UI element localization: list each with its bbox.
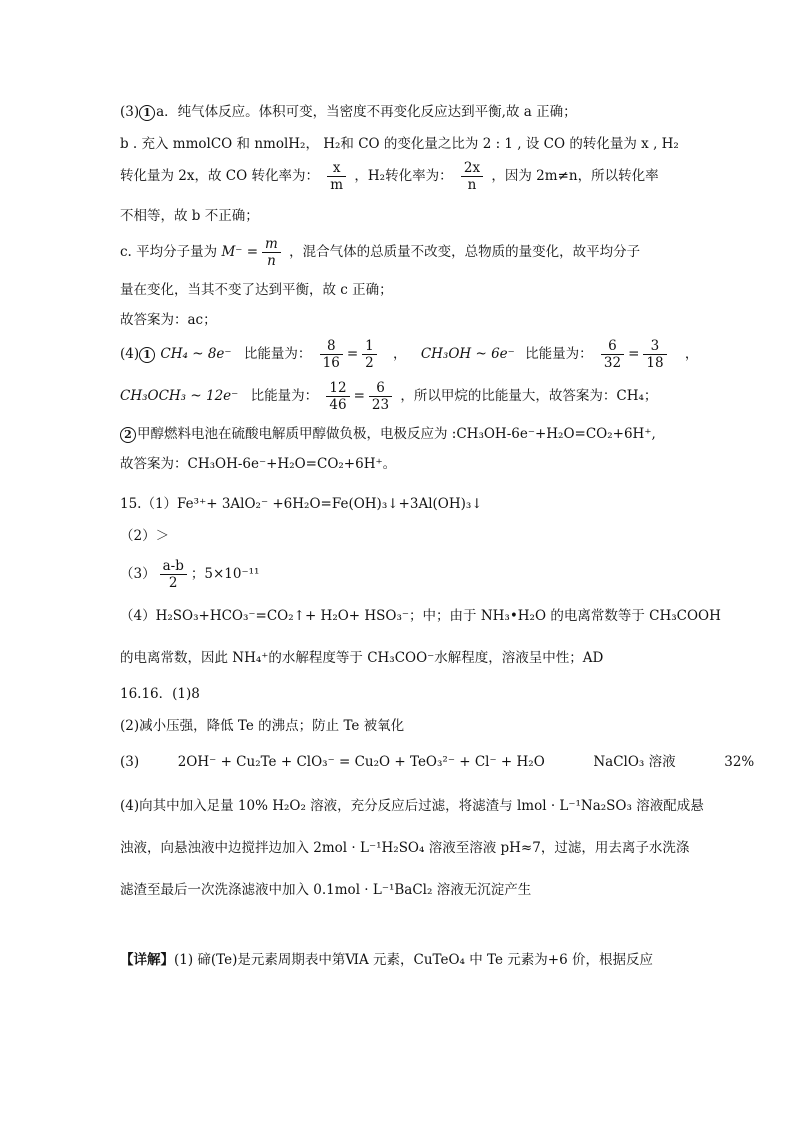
circled-number-icon: 2 (120, 427, 136, 443)
q16-line6: 滤渣至最后一次洗涤滤液中加入 0.1mol · L⁻¹BaCl₂ 溶液无沉淀产生 (120, 882, 532, 898)
fraction-numerator: 6 (601, 338, 624, 355)
fraction-denominator: 23 (371, 397, 390, 413)
q16-line4: (4)向其中加入足量 10% H₂O₂ 溶液，充分反应后过滤，将滤渣与 lmol · L⁻¹Na₂SO₃ 溶液配成悬 (120, 798, 704, 814)
mean-molar-mass-symbol: M (221, 244, 236, 260)
q14-3-c-line2: 量在变化，当其不变了达到平衡，故 c 正确； (120, 282, 393, 298)
fraction-numerator: 12 (326, 380, 349, 397)
methanol-electron-relation: CH₃OH ~ 6e⁻ (420, 346, 515, 362)
q15-line5: 的电离常数，因此 NH₄⁺的水解程度等于 CH₃COO⁻水解程度，溶液呈中性；AD (120, 650, 604, 666)
specific-energy-label: 比能量为： (525, 346, 593, 362)
q14-4-line3 (120, 424, 656, 444)
methane-electron-relation: CH₄ ~ 8e⁻ (160, 346, 232, 362)
q14-4-line1 (120, 338, 698, 371)
q14-3-c-text-b: ，混合气体的总质量不改变，总物质的量变化，故平均分子 (289, 244, 641, 260)
dimethyl-ether-electron-relation: CH₃OCH₃ ~ 12e⁻ (120, 388, 239, 404)
q15-line2: （2）＞ (120, 528, 170, 544)
q14-3-prefix: (3) (120, 104, 140, 120)
detail-text: (1) 碲(Te)是元素周期表中第ⅥA 元素，CuTeO₄ 中 Te 元素为+6 价，根据反应 (174, 952, 653, 968)
q15-3-prefix: （3） (120, 566, 156, 582)
q16-3-percent: 32% (724, 754, 755, 770)
q14-4-answer: 故答案为：CH₃OH-6e⁻+H₂O=CO₂+6H⁺。 (120, 456, 397, 472)
equals-sign: ⁻ = (235, 244, 259, 260)
q14-3-answer: 故答案为：ac； (120, 312, 217, 328)
equals-sign: = (353, 388, 365, 404)
fraction-numerator: x (327, 160, 346, 177)
fraction-denominator: 2 (168, 575, 178, 591)
q14-3-b-text-b: ，H₂转化率为： (354, 168, 453, 184)
separator: ， (684, 346, 699, 362)
detail-label: 【详解】 (120, 952, 174, 968)
q16-line1: 16.16．(1)8 (120, 686, 200, 702)
specific-energy-label: 比能量为： (243, 346, 312, 362)
q14-4-line2 (120, 380, 657, 413)
q16-line2: (2)减小压强，降低 Te 的沸点；防止 Te 被氧化 (120, 718, 405, 734)
fraction-12-46 (326, 380, 349, 413)
fraction-3-18 (643, 338, 666, 371)
q14-3-b-text-c: ，因为 2m≠n，所以转化率 (491, 168, 659, 184)
fraction-denominator: 16 (322, 355, 340, 371)
fraction-a-minus-b-over-2 (160, 558, 187, 591)
fraction-numerator: a-b (160, 558, 187, 575)
circled-number-icon: 1 (139, 105, 155, 121)
equals-sign: = (628, 346, 640, 362)
fraction-denominator: 32 (603, 355, 622, 371)
circled-number-icon: 1 (139, 347, 155, 363)
q15-line4: （4）H₂SO₃+HCO₃⁻=CO₂↑+ H₂O+ HSO₃⁻；中；由于 NH₃•H₂O 的电离常数等于 CH₃COOH (120, 608, 721, 624)
q15-3-suffix: ；5×10⁻¹¹ (190, 566, 260, 582)
separator: ， (393, 346, 407, 362)
fraction-denominator: n (267, 253, 276, 269)
q16-3-equation: 2OH⁻ + Cu₂Te + ClO₃⁻ = Cu₂O + TeO₃²⁻ + Cl⁻ + H₂O (177, 754, 545, 770)
fraction-denominator: m (330, 177, 344, 193)
fraction-6-32 (601, 338, 624, 371)
q14-4-conclusion: ，所以甲烷的比能量大，故答案为：CH₄； (400, 388, 658, 404)
fraction-x-over-m (327, 160, 346, 193)
q14-3-a-line (120, 102, 577, 122)
q14-3-c-text-a: c. 平均分子量为 (120, 244, 218, 260)
fraction-numerator: 3 (643, 338, 666, 355)
fraction-numerator: 8 (320, 338, 343, 355)
q15-line3 (120, 558, 259, 591)
q16-3-prefix: (3) (120, 754, 140, 770)
fraction-numerator: 6 (369, 380, 392, 397)
q14-3-a-text: a．纯气体反应。体积可变，当密度不再变化反应达到平衡,故 a 正确； (156, 104, 577, 120)
q14-3-b-line3: 不相等，故 b 不正确； (120, 208, 259, 224)
specific-energy-label: 比能量为： (250, 388, 319, 404)
q14-4-prefix: (4) (120, 346, 140, 362)
fraction-denominator: 2 (365, 355, 374, 371)
fraction-numerator: m (262, 236, 281, 253)
fraction-numerator: 1 (362, 338, 377, 355)
q16-3-reagent: NaClO₃ 溶液 (593, 754, 676, 770)
detail-line (120, 950, 653, 970)
fraction-denominator: n (467, 177, 477, 193)
q16-line3 (120, 752, 754, 772)
fraction-2x-over-n (461, 160, 483, 193)
q14-3-b-text-a: 转化量为 2x，故 CO 转化率为： (120, 168, 319, 184)
q14-4-methanol-text: 甲醇燃料电池在硫酸电解质甲醇做负极，电极反应为 :CH₃OH-6e⁻+H₂O=CO₂+6H⁺, (137, 426, 656, 442)
fraction-numerator: 2x (461, 160, 483, 177)
q14-3-b-line2 (120, 160, 659, 193)
q14-3-b-line1: b . 充入 mmolCO 和 nmolH₂， H₂和 CO 的变化量之比为 2 : 1 , 设 CO 的转化量为 x , H₂ (120, 136, 679, 152)
fraction-denominator: 46 (329, 397, 347, 413)
q16-line5: 浊液，向悬浊液中边搅拌边加入 2mol · L⁻¹H₂SO₄ 溶液至溶液 pH≈7，过滤，用去离子水洗涤 (120, 840, 690, 856)
fraction-6-23 (369, 380, 392, 413)
q15-line1: 15.（1）Fe³⁺+ 3AlO₂⁻ +6H₂O=Fe(OH)₃↓+3Al(OH)₃↓ (120, 496, 483, 512)
equals-sign: = (346, 346, 359, 362)
q14-3-c-line1 (120, 236, 640, 269)
fraction-1-2 (362, 338, 377, 371)
fraction-m-over-n (262, 236, 281, 269)
fraction-8-16 (320, 338, 343, 371)
fraction-denominator: 18 (646, 355, 664, 371)
